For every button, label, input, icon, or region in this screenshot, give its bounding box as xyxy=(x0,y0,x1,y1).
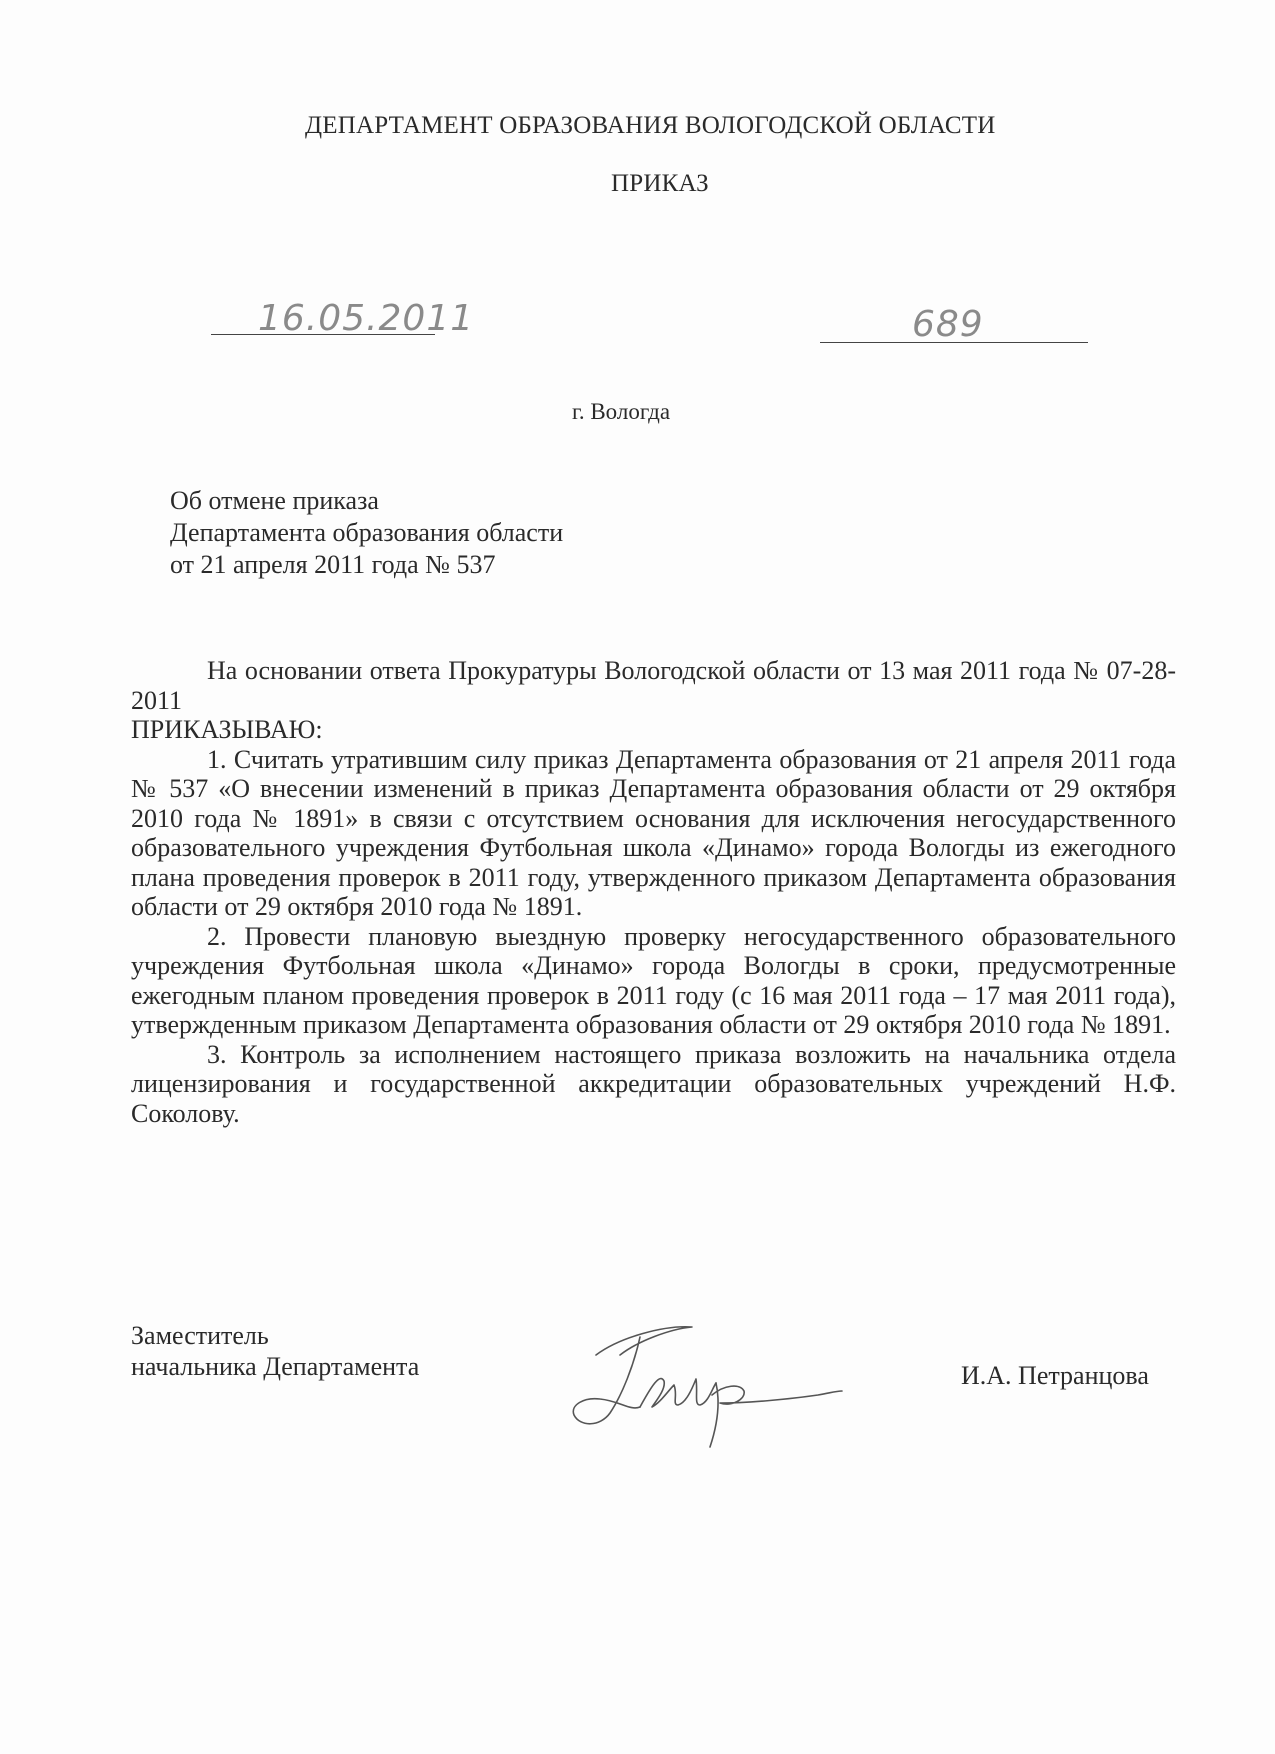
handwritten-number: 689 xyxy=(912,304,984,345)
date-underline xyxy=(211,334,435,335)
order-item-2: 2. Провести плановую выездную проверку негосударственного образовательного учреждения Футбольная школа «Динамо» города Вологды в сроки, предусмотренные ежегодным планом проведения проверок в 2011 году (с 16 мая 2011 года – 17 мая 2011 года), утвержденным приказом Департамента образования области от 29 октября 2010 года № 1891. xyxy=(131,921,1176,1039)
order-item-3: 3. Контроль за исполнением настоящего приказа возложить на начальника отдела лицензирования и государственной аккредитации образовательных учреждений Н.Ф. Соколову. xyxy=(131,1039,1176,1128)
order-item-1: 1. Считать утратившим силу приказ Департамента образования от 21 апреля 2011 года № 537 «О внесении изменений в приказ Департамента образования области от 29 октября 2010 года № 1891» в связи с отсутствием основания для исключения негосударственного образовательного учреждения Футбольная школа «Динамо» города Вологды из ежегодного плана проведения проверок в 2011 году, утвержденного приказом Департамента образования области от 29 октября 2010 года № 1891. xyxy=(131,744,1176,921)
signatory-name: И.А. Петранцова xyxy=(961,1361,1149,1390)
document-type: ПРИКАЗ xyxy=(611,170,709,197)
position-line-1: Заместитель xyxy=(131,1321,269,1350)
subject-line-2: Департамента образования области xyxy=(170,518,564,547)
basis-paragraph: На основании ответа Прокуратуры Вологодской области от 13 мая 2011 года № 07-28-2011 xyxy=(131,656,1176,715)
number-underline xyxy=(820,342,1088,343)
order-body xyxy=(131,656,1176,1128)
subject-line-1: Об отмене приказа xyxy=(170,486,379,515)
handwritten-date: 16.05.2011 xyxy=(258,298,475,339)
handwritten-signature xyxy=(560,1315,880,1455)
subject-block xyxy=(170,485,563,581)
city: г. Вологда xyxy=(572,399,671,424)
department-name: ДЕПАРТАМЕНТ ОБРАЗОВАНИЯ ВОЛОГОДСКОЙ ОБЛАСТИ xyxy=(305,112,996,139)
order-word: ПРИКАЗЫВАЮ: xyxy=(131,715,323,744)
signatory-position xyxy=(131,1320,419,1382)
subject-line-3: от 21 апреля 2011 года № 537 xyxy=(170,550,496,579)
position-line-2: начальника Департамента xyxy=(131,1352,420,1381)
